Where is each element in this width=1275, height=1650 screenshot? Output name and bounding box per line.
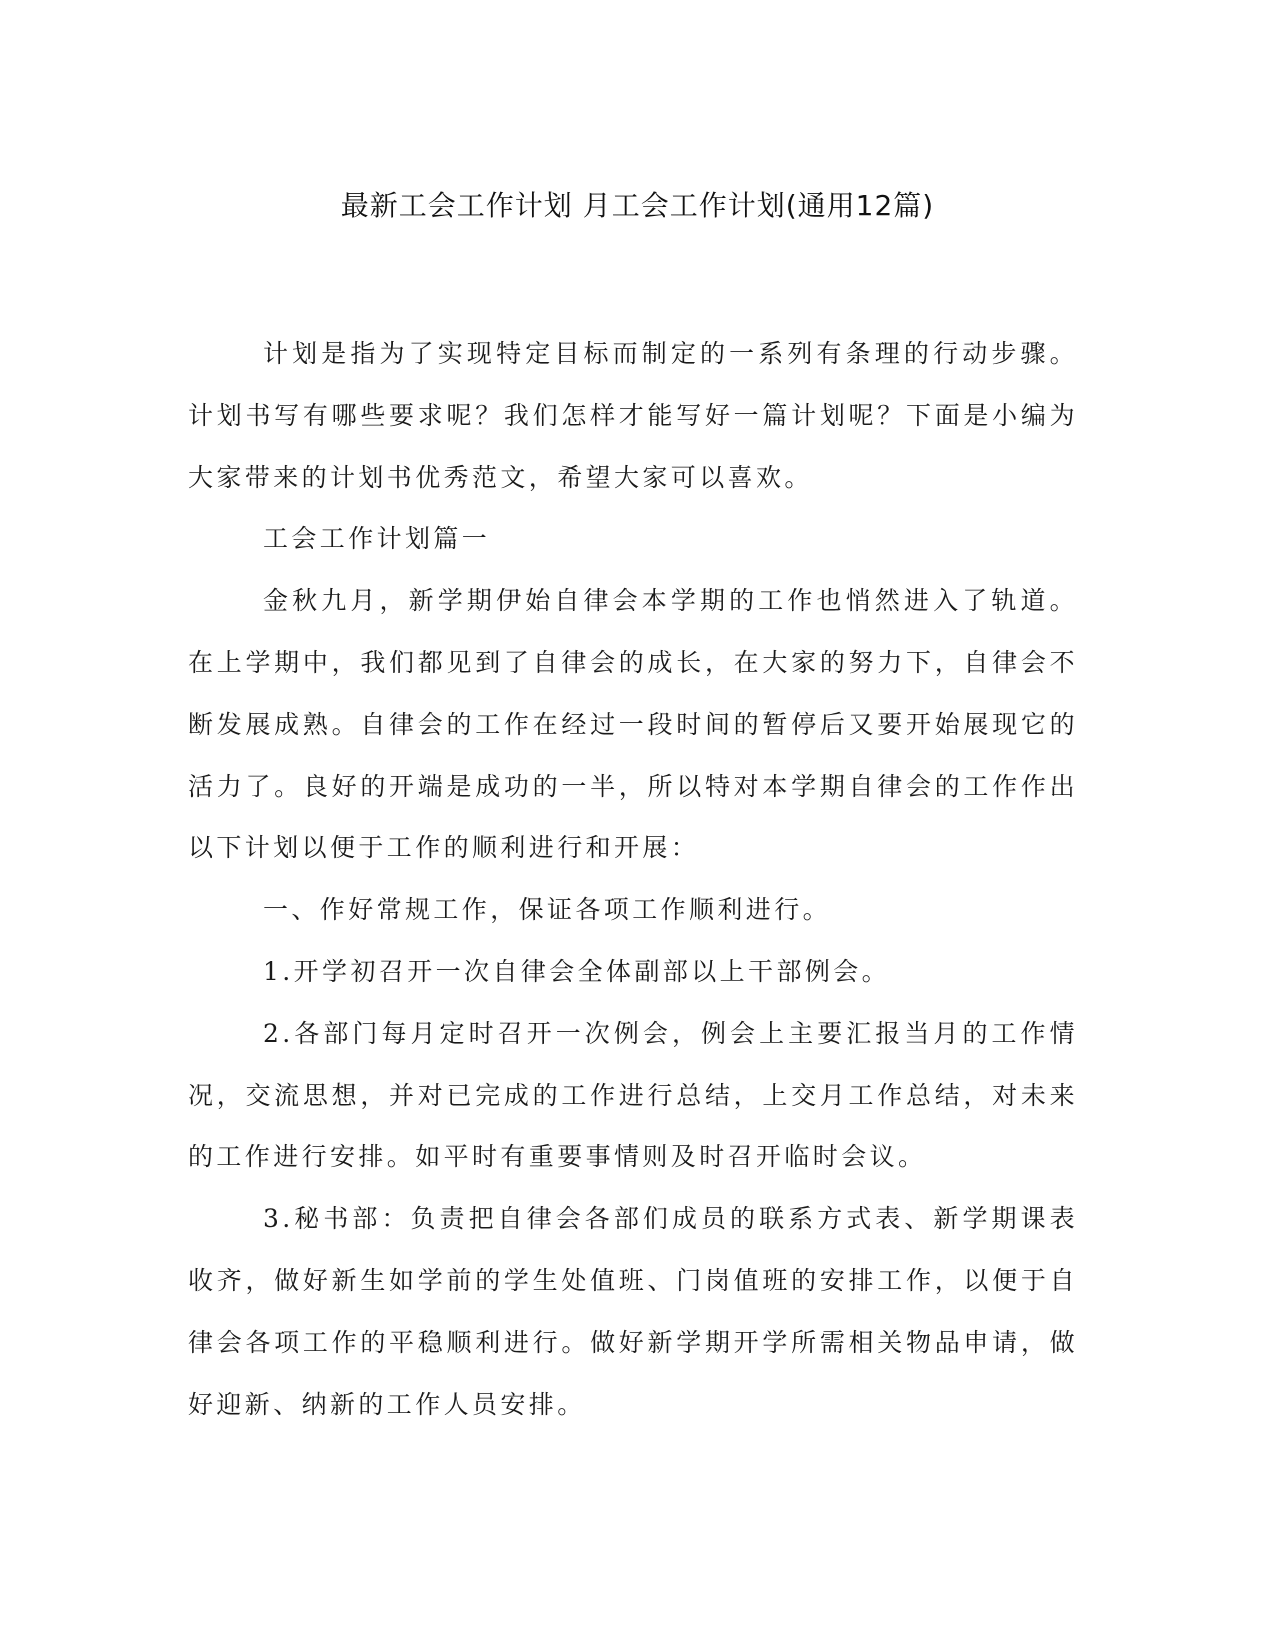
list-item: 3.秘书部：负责把自律会各部们成员的联系方式表、新学期课表收齐，做好新生如学前的学生处值班、门岗值班的安排工作，以便于自律会各项工作的平稳顺利进行。做好新学期开学所需相关物品申请，做好迎新、纳新的工作人员安排。 (188, 1204, 1078, 1419)
intro-paragraph: 计划是指为了实现特定目标而制定的一系列有条理的行动步骤。计划书写有哪些要求呢？我们怎样才能写好一篇计划呢？下面是小编为大家带来的计划书优秀范文，希望大家可以喜欢。 (188, 339, 1078, 492)
page-title: 最新工会工作计划 月工会工作计划(通用12篇) (340, 189, 935, 222)
section-heading: 工会工作计划篇一 (263, 524, 491, 554)
list-item: 1.开学初召开一次自律会全体副部以上干部例会。 (263, 956, 891, 986)
document-body (188, 323, 1078, 1435)
list-item: 2.各部门每月定时召开一次例会，例会上主要汇报当月的工作情况，交流思想，并对已完成的工作进行总结，上交月工作总结，对未来的工作进行安排。如平时有重要事情则及时召开临时会议。 (188, 1018, 1078, 1172)
body-paragraph: 金秋九月，新学期伊始自律会本学期的工作也悄然进入了轨道。在上学期中，我们都见到了自律会的成长，在大家的努力下，自律会不断发展成熟。自律会的工作在经过一段时间的暂停后又要开始展现它的活力了。良好的开端是成功的一半，所以特对本学期自律会的工作作出以下计划以便于工作的顺利进行和开展： (188, 586, 1078, 863)
list-heading: 一、作好常规工作，保证各项工作顺利进行。 (263, 895, 832, 925)
